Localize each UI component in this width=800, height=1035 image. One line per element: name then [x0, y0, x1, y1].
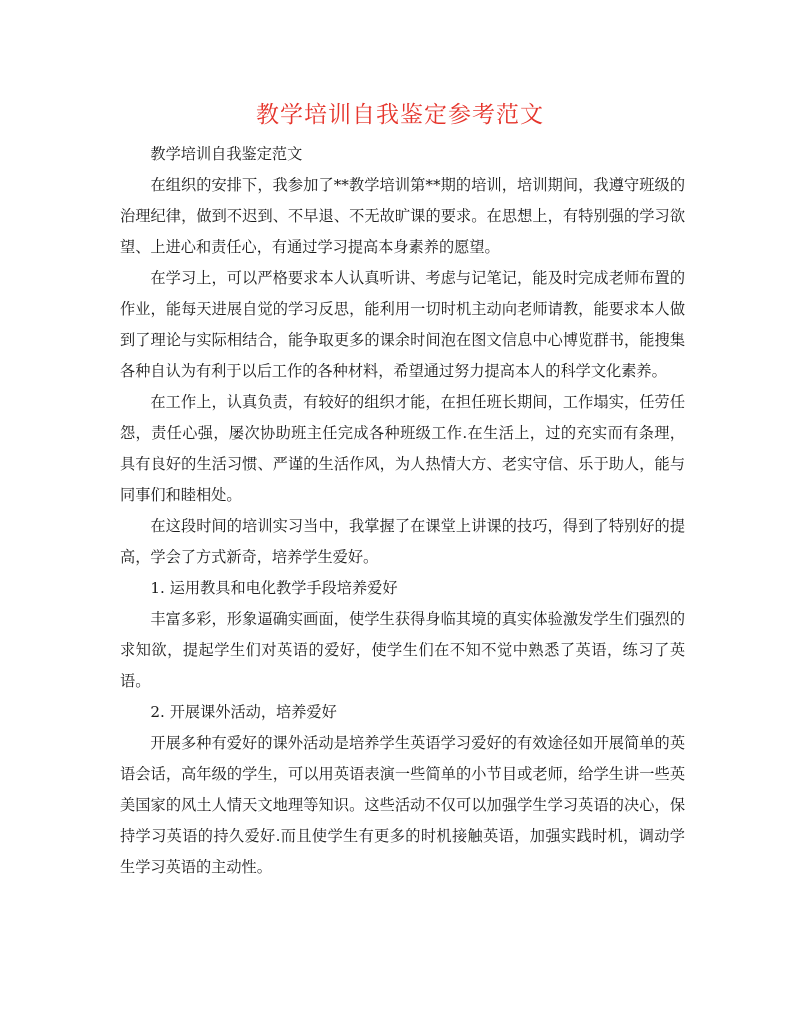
paragraph-extracurricular: 开展多种有爱好的课外活动是培养学生英语学习爱好的有效途径如开展简单的英语会话，高年级的学生，可以用英语表演一些简单的小节目或老师，给学生讲一些英美国家的风土人情天文地理等知识。这些活动不仅可以加强学生学习英语的决心，保持学习英语的持久爱好.而且使学生有更多的时机接触英语，加强实践时机，调动学生学习英语的主动性。 [120, 734, 685, 876]
paragraph-teaching-aids: 丰富多彩，形象逼确实画面，使学生获得身临其境的真实体验激发学生们强烈的求知欲，提起学生们对英语的爱好，使学生们在不知不觉中熟悉了英语，练习了英语。 [120, 610, 685, 690]
paragraph-training: 在这段时间的培训实习当中，我掌握了在课堂上讲课的技巧，得到了特别好的提高，学会了方式新奇，培养学生爱好。 [120, 517, 685, 566]
document-body [120, 139, 685, 883]
paragraph-intro: 在组织的安排下，我参加了**教学培训第**期的培训，培训期间，我遵守班级的治理纪律，做到不迟到、不早退、不无故旷课的要求。在思想上，有特别强的学习欲望、上进心和责任心，有通过学习提高本身素养的愿望。 [120, 176, 685, 256]
heading-teaching-aids: 1. 运用教具和电化教学手段培养爱好 [150, 579, 398, 597]
paragraph-work: 在工作上，认真负责，有较好的组织才能，在担任班长期间，工作塌实，任劳任怨，责任心强，屡次协助班主任完成各种班级工作.在生活上，过的充实而有条理，具有良好的生活习惯、严谨的生活作风，为人热情大方、老实守信、乐于助人，能与同事们和睦相处。 [120, 393, 685, 504]
heading-extracurricular: 2. 开展课外活动，培养爱好 [150, 703, 337, 721]
document-title: 教学培训自我鉴定参考范文 [256, 102, 544, 128]
paragraph-subtitle: 教学培训自我鉴定范文 [150, 145, 303, 163]
paragraph-study: 在学习上，可以严格要求本人认真听讲、考虑与记笔记，能及时完成老师布置的作业，能每天进展自觉的学习反思，能利用一切时机主动向老师请教，能要求本人做到了理论与实际相结合，能争取更多的课余时间泡在图文信息中心博览群书，能搜集各种自认为有利于以后工作的各种材料，希望通过努力提高本人的科学文化素养。 [120, 269, 685, 380]
